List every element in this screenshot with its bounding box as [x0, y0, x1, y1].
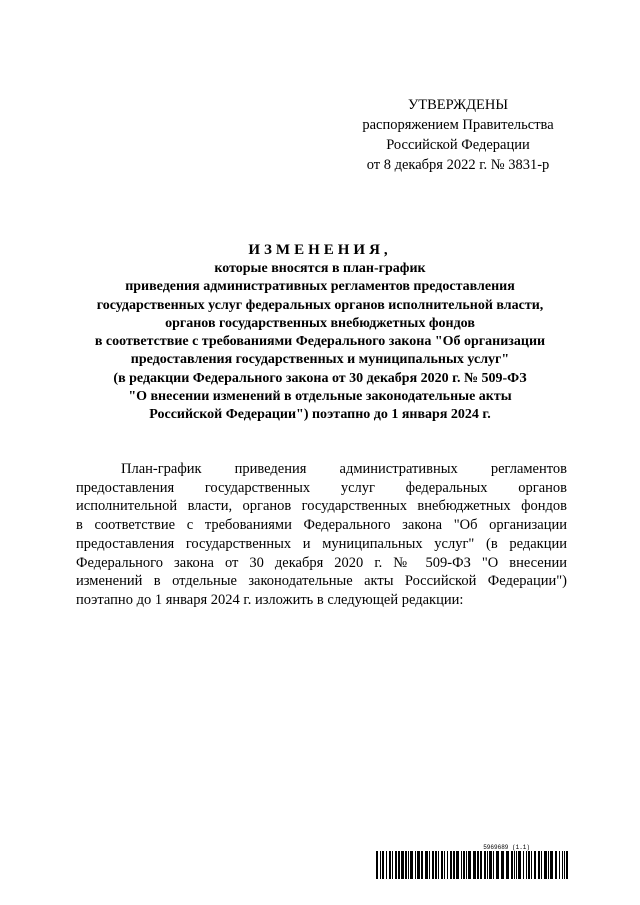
- approval-authority: Российской Федерации: [386, 137, 530, 153]
- subtitle-line: государственных услуг федеральных органов исполнительной власти,: [96, 297, 544, 313]
- barcode-id: 5969689 (1.1): [483, 844, 530, 851]
- approval-heading: УТВЕРЖДЕНЫ: [407, 97, 509, 113]
- subtitle-line: Российской Федерации") поэтапно до 1 января 2024 г.: [149, 407, 491, 423]
- document-subtitle: [60, 260, 580, 425]
- body-line: План-график приведения административных регламентов: [121, 461, 567, 477]
- body-line: поэтапно до 1 января 2024 г. изложить в следующей редакции:: [76, 591, 464, 608]
- approval-stamp: [340, 95, 576, 175]
- approval-date-number: от 8 декабря 2022 г. № 3831-р: [366, 157, 550, 173]
- body-paragraph: [76, 460, 567, 610]
- body-line: Федерального закона от 30 декабря 2020 г. № 509-ФЗ "О внесении: [76, 554, 567, 571]
- body-line: изменений в отдельные законодательные акты Российской Федерации"): [76, 573, 567, 590]
- body-line: исполнительной власти, органов государственных внебюджетных фондов: [76, 498, 567, 515]
- approval-issuer: распоряжением Правительства: [362, 117, 554, 133]
- subtitle-line: приведения административных регламентов предоставления: [125, 279, 515, 295]
- body-line: предоставления государственных услуг федеральных органов: [76, 479, 567, 496]
- subtitle-line: (в редакции Федерального закона от 30 декабря 2020 г. № 509-ФЗ: [113, 370, 527, 386]
- subtitle-line: органов государственных внебюджетных фондов: [165, 315, 475, 331]
- body-line: предоставления государственных и муниципальных услуг" (в редакции: [76, 535, 567, 552]
- body-line: в соответствие с требованиями Федерального закона "Об организации: [76, 517, 567, 534]
- barcode-icon: [376, 851, 572, 879]
- subtitle-line: "О внесении изменений в отдельные законодательные акты: [128, 389, 512, 405]
- subtitle-line: предоставления государственных и муниципальных услуг": [130, 352, 510, 368]
- subtitle-line: в соответствие с требованиями Федерального закона "Об организации: [94, 334, 546, 350]
- subtitle-line: которые вносятся в план-график: [214, 261, 426, 276]
- barcode-block: [376, 844, 572, 879]
- document-title: ИЗМЕНЕНИЯ,: [248, 242, 392, 258]
